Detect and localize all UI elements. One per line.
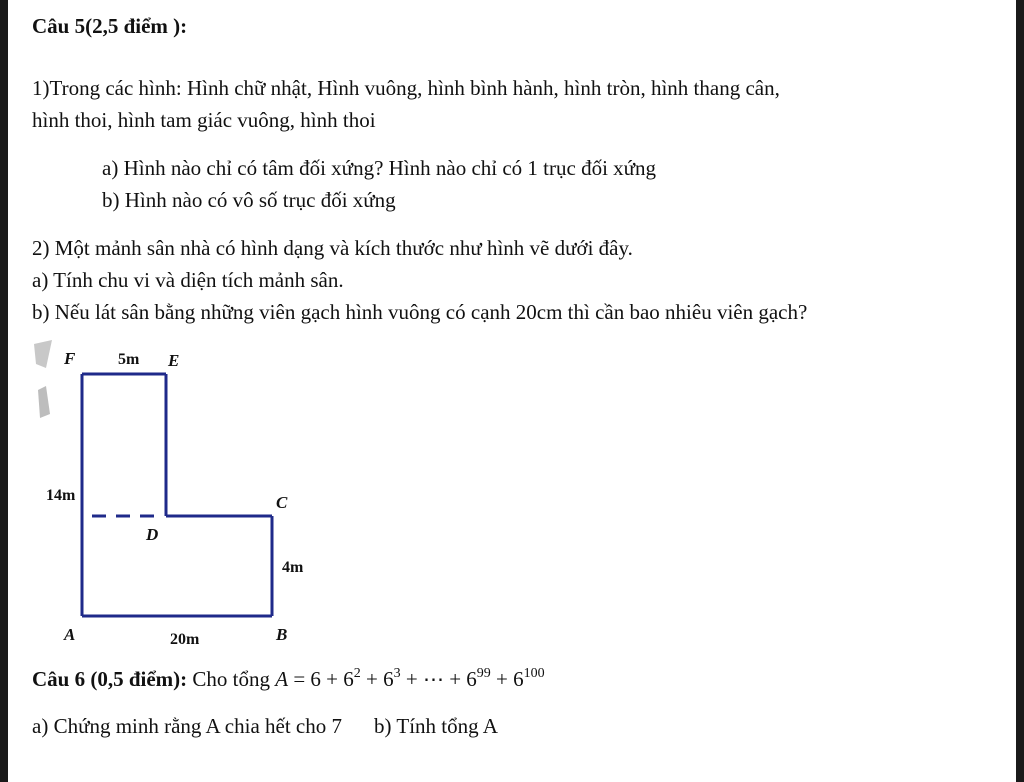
formula-exp-2: 2 bbox=[353, 666, 361, 681]
dim-fe-label: 5m bbox=[118, 351, 140, 368]
vertex-c-label: C bbox=[276, 493, 288, 512]
q5-part1-item-b: b) Hình nào có vô số trục đối xứng bbox=[102, 188, 396, 212]
question6-intro: Cho tổng bbox=[187, 667, 276, 691]
question6-item-b: b) Tính tổng A bbox=[374, 714, 498, 738]
q5-part1-line2: hình thoi, hình tam giác vuông, hình thoi bbox=[32, 108, 376, 132]
formula-t4: + 6 bbox=[490, 667, 524, 691]
question6-line bbox=[32, 666, 545, 692]
question6-item-a: a) Chứng minh rằng A chia hết cho 7 bbox=[32, 714, 342, 738]
question6-formula bbox=[275, 667, 544, 691]
q5-part2-item-b: b) Nếu lát sân bằng những viên gạch hình vuông có cạnh 20cm thì cần bao nhiêu viên gạch? bbox=[32, 300, 808, 324]
gray-mark-top bbox=[34, 340, 52, 368]
dim-cb-label: 4m bbox=[282, 559, 304, 576]
question6-items bbox=[32, 714, 498, 739]
formula-t2: + 6 bbox=[360, 667, 394, 691]
dim-ab-label: 20m bbox=[170, 631, 200, 648]
formula-t3: + ⋯ + 6 bbox=[400, 667, 477, 691]
gray-mark-left bbox=[38, 386, 50, 418]
vertex-f-label: F bbox=[64, 349, 76, 368]
formula-lhs: A bbox=[275, 667, 289, 691]
q5-part1-line1: 1)Trong các hình: Hình chữ nhật, Hình vuông, hình bình hành, hình tròn, hình thang cân, bbox=[32, 76, 780, 100]
formula-eq: = bbox=[288, 667, 311, 691]
vertex-e-label: E bbox=[168, 351, 180, 370]
vertex-b-label: B bbox=[276, 625, 288, 644]
formula-exp-3: 3 bbox=[393, 666, 401, 681]
vertex-a-label: A bbox=[64, 625, 76, 644]
vertex-d-label: D bbox=[146, 525, 159, 544]
question6-label: Câu 6 (0,5 điểm): bbox=[32, 667, 188, 691]
yard-figure bbox=[0, 330, 340, 660]
formula-t1: 6 + 6 bbox=[310, 667, 354, 691]
q5-part1-item-a: a) Hình nào chỉ có tâm đối xứng? Hình nào chỉ có 1 trục đối xứng bbox=[102, 156, 657, 180]
right-edge-border bbox=[1016, 0, 1024, 782]
q5-part2-line1: 2) Một mảnh sân nhà có hình dạng và kích thước như hình vẽ dưới đây. bbox=[32, 236, 633, 260]
dim-height-label: 14m bbox=[46, 487, 76, 504]
q5-part2-item-a: a) Tính chu vi và diện tích mảnh sân. bbox=[32, 268, 344, 292]
yard-outline bbox=[82, 374, 272, 616]
formula-exp-100: 100 bbox=[523, 666, 545, 681]
formula-exp-99: 99 bbox=[476, 666, 491, 681]
question5-title: Câu 5(2,5 điểm ): bbox=[32, 14, 188, 38]
